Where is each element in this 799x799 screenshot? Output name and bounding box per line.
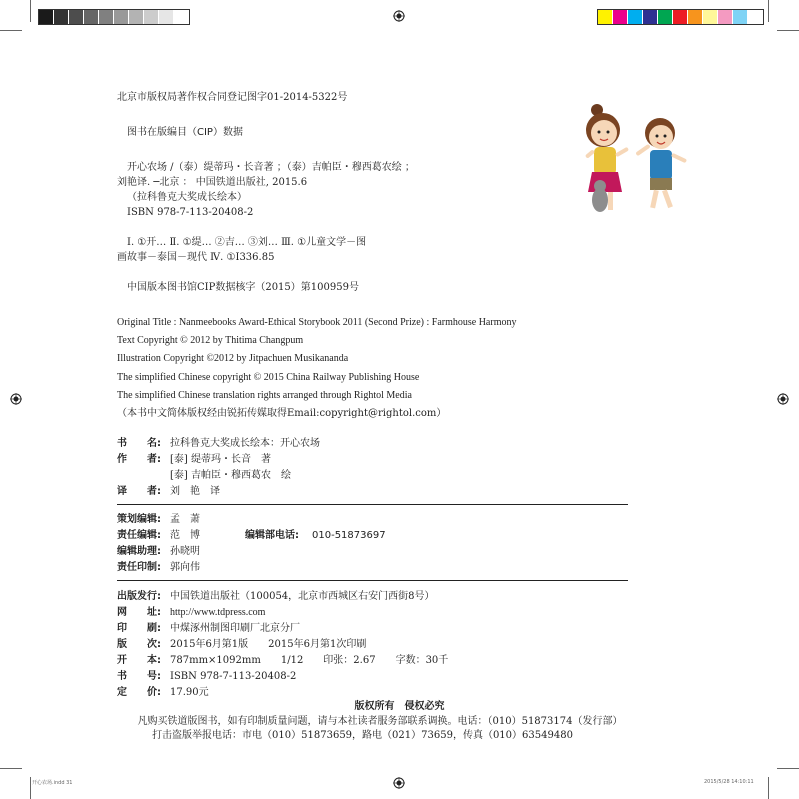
isbn-value: ISBN 978-7-113-20408-2 — [170, 671, 297, 682]
text-copyright: Text Copyright © 2012 by Thitima Changpum — [117, 335, 304, 346]
registration-mark-bottom — [393, 777, 405, 789]
format-label: 开 本: — [117, 655, 161, 666]
copyright-registration-number: 北京市版权局著作权合同登记图字01-2014-5322号 — [117, 92, 348, 103]
trim-mark — [30, 0, 31, 22]
publisher-label: 出版发行: — [117, 591, 161, 602]
planning-editor-label: 策划编辑: — [117, 514, 161, 525]
illustration-copyright: Illustration Copyright ©2012 by Jitpachuen Musikananda — [117, 353, 349, 364]
cip-core-number: 中国版本图书馆CIP数据核字（2015）第100959号 — [127, 282, 359, 293]
trim-mark — [0, 768, 22, 769]
book-title-value: 拉科鲁克大奖成长绘本：开心农场 — [170, 438, 320, 449]
format-value: 787mm×1092mm 1/12 印张：2.67 字数：30千 — [170, 655, 449, 666]
color-swatch — [748, 10, 763, 24]
slug-timestamp: 2015/5/28 14:10:11 — [704, 779, 754, 785]
trim-mark — [768, 777, 769, 799]
color-swatch — [598, 10, 613, 24]
girl-figure — [585, 104, 629, 212]
color-swatch — [39, 10, 54, 24]
color-swatch — [99, 10, 114, 24]
edition-label: 版 次: — [117, 639, 161, 650]
price-label: 定 价: — [117, 687, 161, 698]
color-swatch — [688, 10, 703, 24]
color-swatch — [718, 10, 733, 24]
trim-mark — [777, 30, 799, 31]
responsible-editor-label: 责任编辑: — [117, 530, 161, 541]
editorial-phone-value: 010-51873697 — [312, 530, 386, 541]
color-swatch — [628, 10, 643, 24]
translation-rights: The simplified Chinese translation rights arranged through Rightol Media — [117, 390, 412, 401]
cip-line: 开心农场 /（泰）缇蒂玛・长音著 ；（泰）吉帕臣・穆西葛农绘 ； — [127, 162, 415, 173]
edition-value: 2015年6月第1版 2015年6月第1次印刷 — [170, 639, 367, 650]
website-label: 网 址: — [117, 607, 161, 618]
color-swatch — [673, 10, 688, 24]
color-swatch — [84, 10, 99, 24]
printing-supervisor-value: 郭向伟 — [170, 562, 200, 573]
registration-mark-top — [393, 10, 405, 22]
grayscale-color-bar — [38, 9, 190, 25]
trim-mark — [777, 768, 799, 769]
editorial-phone-label: 编辑部电话: — [245, 530, 299, 541]
trim-mark — [768, 0, 769, 22]
color-swatch — [144, 10, 159, 24]
children-illustration — [575, 100, 695, 230]
registration-mark-left — [10, 393, 22, 405]
price-value: 17.90元 — [170, 687, 209, 698]
registration-mark-right — [777, 393, 789, 405]
author-label: 作 者: — [117, 454, 161, 465]
isbn-label: 书 号: — [117, 671, 161, 682]
cip-line: 刘艳译. ─北京 ： 中国铁道出版社, 2015.6 — [117, 177, 308, 188]
cip-line: （拉科鲁克大奖成长绘本） — [127, 192, 247, 203]
color-swatch — [159, 10, 174, 24]
publisher-value: 中国铁道出版社（100054，北京市西城区右安门西街8号） — [170, 591, 435, 602]
printer-label: 印 刷: — [117, 623, 161, 634]
book-title-label: 书 名: — [117, 438, 161, 449]
color-swatch — [703, 10, 718, 24]
simplified-copyright: The simplified Chinese copyright © 2015 China Railway Publishing House — [117, 372, 420, 383]
piracy-hotline: 打击盗版举报电话：市电（010）51873659，路电（021）73659，传真（010）63549480 — [152, 730, 573, 741]
editor-assistant-value: 孙晓明 — [170, 546, 200, 557]
cmyk-color-bar — [597, 9, 764, 25]
boy-figure — [635, 118, 687, 208]
editor-assistant-label: 编辑助理: — [117, 546, 161, 557]
slug-filename: 开心农场.indd 31 — [32, 780, 73, 786]
website-link[interactable]: http://www.tdpress.com — [170, 607, 266, 618]
cip-line: Ⅰ. ①开… Ⅱ. ①缇… ②吉… ③刘… Ⅲ. ①儿童文学－图 — [127, 237, 367, 248]
color-swatch — [658, 10, 673, 24]
color-swatch — [613, 10, 628, 24]
color-swatch — [54, 10, 69, 24]
color-swatch — [69, 10, 84, 24]
original-title: Original Title : Nanmeebooks Award-Ethical Storybook 2011 (Second Prize) : Farmhouse Harmony — [117, 317, 517, 328]
trim-mark — [30, 777, 31, 799]
responsible-editor-value: 范 博 — [170, 530, 200, 541]
printing-supervisor-label: 责任印制: — [117, 562, 161, 573]
color-swatch — [174, 10, 189, 24]
color-swatch — [129, 10, 144, 24]
divider — [117, 504, 628, 505]
divider — [117, 580, 628, 581]
cip-line: ISBN 978-7-113-20408-2 — [127, 207, 254, 218]
color-swatch — [643, 10, 658, 24]
rights-email-note: （本书中文简体版权经由锐拓传媒取得Email:copyright@rightol.com） — [117, 408, 447, 419]
cip-line: 画故事－泰国－现代 Ⅳ. ①I336.85 — [117, 252, 275, 263]
rights-reserved: 版权所有 侵权必究 — [354, 701, 445, 712]
illustrator-value: [泰] 吉帕臣・穆西葛农 绘 — [170, 470, 291, 481]
quality-notice: 凡购买铁道版图书，如有印制质量问题，请与本社读者服务部联系调换。电话：（010）51873174（发行部） — [137, 716, 623, 727]
color-swatch — [733, 10, 748, 24]
author-value: [泰] 缇蒂玛・长音 著 — [170, 454, 271, 465]
printer-value: 中煤涿州制图印刷厂北京分厂 — [170, 623, 300, 634]
translator-label: 译 者: — [117, 486, 161, 497]
trim-mark — [0, 30, 22, 31]
cip-heading: 图书在版编目（CIP）数据 — [127, 127, 243, 138]
planning-editor-value: 孟 萧 — [170, 514, 200, 525]
translator-value: 刘 艳 译 — [170, 486, 220, 497]
color-swatch — [114, 10, 129, 24]
